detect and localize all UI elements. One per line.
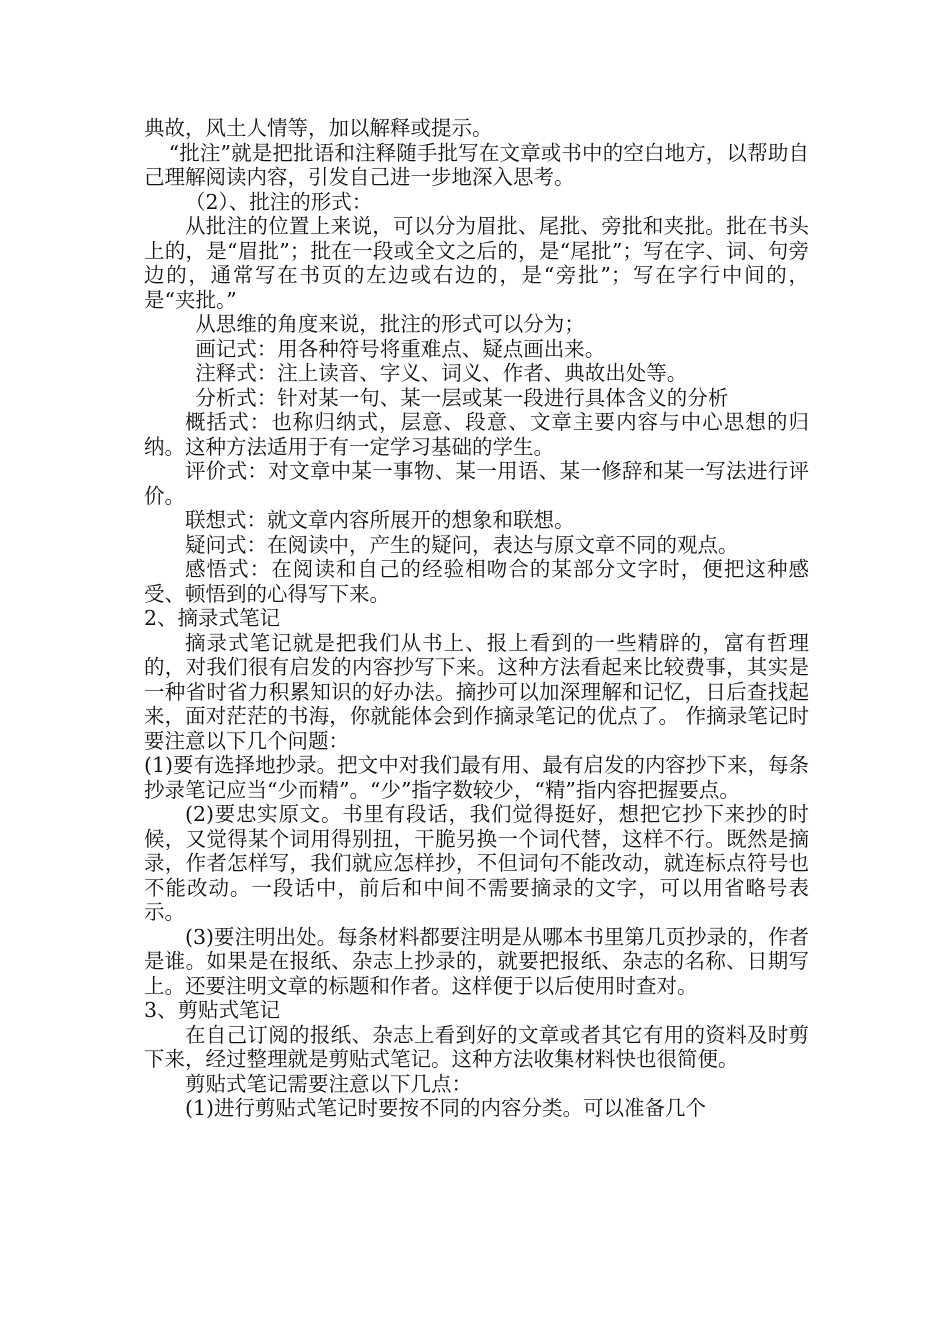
paragraph-note-style: 注释式：注上读音、字义、词义、作者、典故出处等。 bbox=[195, 361, 688, 385]
paragraph-excerpt-notes-intro: 摘录式笔记就是把我们从书上、报上看到的一些精辟的，富有哲理的，对我们很有启发的内容抄写下来。这种方法看起来比较费事，其实是一种省时省力积累知识的好办法。摘抄可以加深理解和记忆，日后查找起来，面对茫茫的书海，你就能体会到作摘录笔记的优点了。 作摘录笔记时要注意以下几个问题： bbox=[144, 630, 809, 753]
paragraph-excerpt-point-2: (2)要忠实原文。书里有段话，我们觉得挺好，想把它抄下来抄的时候，又觉得某个词用得别扭，干脆另换一个词代替，这样不行。既然是摘录，作者怎样写，我们就应怎样抄，不但词句不能改动，就连标点符号也不能改动。一段话中，前后和中间不需要摘录的文字，可以用省略号表示。 bbox=[144, 802, 809, 924]
paragraph-excerpt-point-1: (1)要有选择地抄录。把文中对我们最有用、最有启发的内容抄下来，每条抄录笔记应当“少而精”。“少”指字数较少，“精”指内容把握要点。 bbox=[144, 753, 809, 802]
paragraph-summary-style: 概括式：也称归纳式，层意、段意、文章主要内容与中心思想的归纳。这种方法适用于有一定学习基础的学生。 bbox=[144, 410, 809, 459]
paragraph-clipping-notes-intro: 在自己订阅的报纸、杂志上看到好的文章或者其它有用的资料及时剪下来，经过整理就是剪贴式笔记。这种方法收集材料快也很简便。 bbox=[144, 1022, 809, 1071]
paragraph-insight-style: 感悟式：在阅读和自己的经验相吻合的某部分文字时，便把这种感受、顿悟到的心得写下来。 bbox=[144, 557, 809, 606]
paragraph-clipping-notes-points: 剪贴式笔记需要注意以下几点： bbox=[185, 1071, 472, 1096]
paragraph-annotation-definition: “批注”就是把批语和注释随手批写在文章或书中的空白地方，以帮助自己理解阅读内容，引发自己进一步地深入思考。 bbox=[144, 140, 809, 189]
heading-clipping-notes: 3、剪贴式笔记 bbox=[144, 998, 281, 1022]
paragraph-marking-style: 画记式：用各种符号将重难点、疑点画出来。 bbox=[195, 336, 606, 361]
paragraph-thinking-angle: 从思维的角度来说，批注的形式可以分为； bbox=[195, 312, 585, 336]
paragraph-question-style: 疑问式：在阅读中，产生的疑问，表达与原文章不同的观点。 bbox=[185, 532, 739, 557]
heading-annotation-forms: （2）、批注的形式： bbox=[185, 189, 373, 214]
paragraph-association-style: 联想式：就文章内容所展开的想象和联想。 bbox=[185, 508, 575, 532]
paragraph-evaluation-style: 评价式：对文章中某一事物、某一用语、某一修辞和某一写法进行评价。 bbox=[144, 459, 809, 508]
document-page bbox=[144, 116, 809, 1121]
paragraph-analysis-style: 分析式：针对某一句、某一层或某一段进行具体含义的分析 bbox=[195, 385, 729, 410]
paragraph-excerpt-point-3: (3)要注明出处。每条材料都要注明是从哪本书里第几页抄录的，作者是谁。如果是在报纸、杂志上抄录的，就要把报纸、杂志的名称、日期写上。还要注明文章的标题和作者。这样便于以后使用时查对。 bbox=[144, 924, 809, 998]
heading-excerpt-notes: 2、摘录式笔记 bbox=[144, 606, 281, 630]
paragraph-allusion-end: 典故，风土人情等，加以解释或提示。 bbox=[144, 116, 493, 140]
paragraph-clipping-point-1: (1)进行剪贴式笔记时要按不同的内容分类。可以准备几个 bbox=[185, 1096, 707, 1120]
paragraph-annotation-position: 从批注的位置上来说，可以分为眉批、尾批、旁批和夹批。批在书头上的，是“眉批”；批在一段或全文之后的，是“尾批”；写在字、词、句旁边的，通常写在书页的左边或右边的，是“旁批”；写在字行中间的，是“夹批。” bbox=[144, 214, 809, 312]
